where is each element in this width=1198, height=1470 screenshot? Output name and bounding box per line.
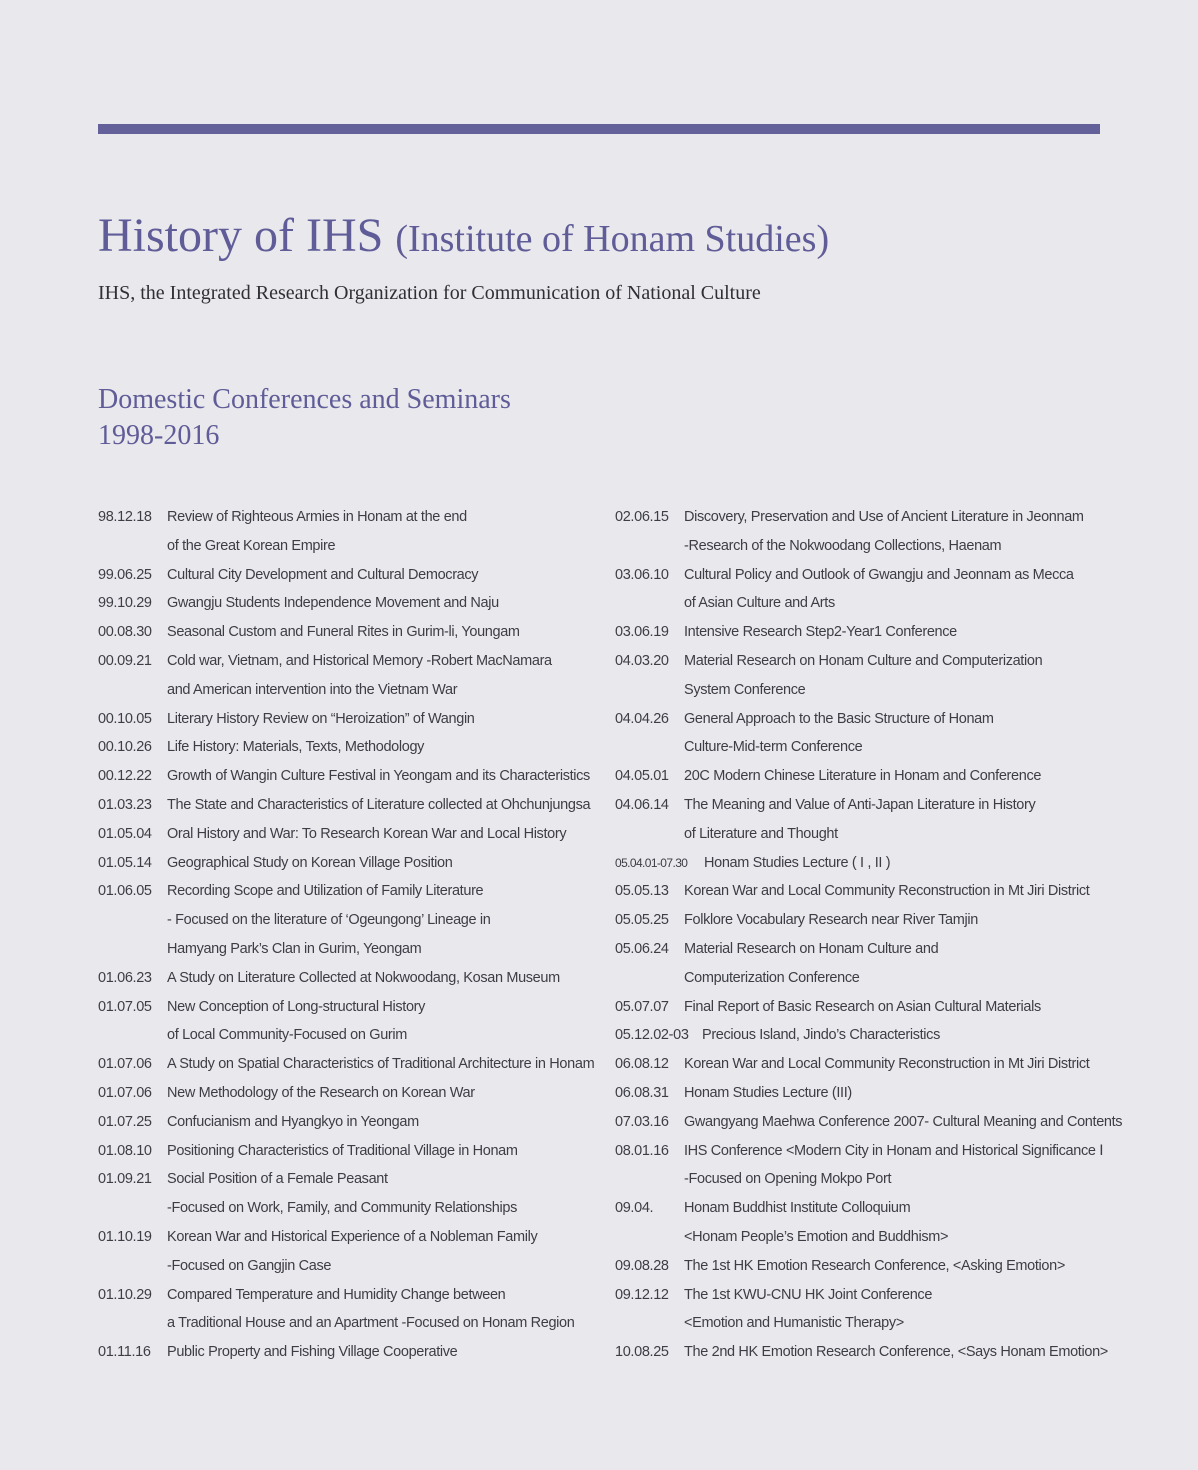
list-item (615, 906, 1115, 935)
list-item (615, 1079, 1115, 1108)
left-column-list (98, 503, 598, 1367)
entry-title (167, 733, 424, 762)
list-item (615, 935, 1115, 993)
entry-title-line: The 1st KWU-CNU HK Joint Conference (684, 1286, 933, 1303)
entry-title-line: Seasonal Custom and Funeral Rites in Gurim-li, Youngam (167, 624, 520, 641)
entry-date: 00.12.22 (98, 768, 152, 785)
list-item (98, 849, 598, 878)
entry-title-line: Cultural Policy and Outlook of Gwangju and Jeonnam as Mecca (684, 566, 1074, 583)
entry-date: 05.12.02-03 (615, 1027, 689, 1044)
entry-title (684, 503, 1084, 561)
section-title-line1: Domestic Conferences and Seminars (98, 384, 511, 415)
entry-title (167, 1165, 517, 1223)
entry-title (167, 1079, 475, 1108)
entry-date: 01.07.06 (98, 1056, 152, 1073)
entry-title-line: Recording Scope and Utilization of Family Literature (167, 883, 484, 900)
entry-title (167, 1137, 518, 1166)
entry-date: 04.06.14 (615, 796, 669, 813)
entry-title-line: Geographical Study on Korean Village Position (167, 854, 453, 871)
entry-title (167, 849, 452, 878)
entry-title (684, 1108, 1122, 1137)
entry-title-line: -Focused on Opening Mokpo Port (684, 1171, 892, 1188)
entry-title-line: Confucianism and Hyangkyo in Yeongam (167, 1113, 419, 1130)
entry-title (684, 1050, 1089, 1079)
entry-title-line: Intensive Research Step2-Year1 Conference (684, 624, 957, 641)
entry-title-line: Computerization Conference (684, 969, 860, 986)
entry-title-line: <Emotion and Humanistic Therapy> (684, 1315, 904, 1332)
list-item (615, 561, 1115, 619)
list-item (615, 877, 1115, 906)
right-column-list (615, 503, 1123, 1367)
list-item (98, 791, 598, 820)
entry-date: 01.05.04 (98, 825, 152, 842)
list-item (98, 1137, 598, 1166)
list-item (98, 561, 598, 590)
entry-title-line: Honam Buddhist Institute Colloquium (684, 1200, 911, 1217)
page-title (98, 206, 829, 269)
list-item (98, 964, 598, 993)
entry-title (684, 935, 938, 993)
entry-title (684, 1252, 1065, 1281)
entry-date: 06.08.31 (615, 1084, 669, 1101)
entry-date: 03.06.10 (615, 566, 669, 583)
entry-title-line: Compared Temperature and Humidity Change between (167, 1286, 506, 1303)
entry-date: 10.08.25 (615, 1344, 669, 1361)
entry-date: 02.06.15 (615, 509, 669, 525)
page-title-paren: (Institute of Honam Studies) (395, 218, 830, 260)
entry-title (167, 589, 499, 618)
entry-date: 00.08.30 (98, 624, 152, 641)
list-item (615, 1252, 1115, 1281)
entry-title-line: and American intervention into the Vietnam War (167, 681, 458, 698)
section-title (98, 382, 511, 454)
entry-title (684, 1281, 932, 1339)
entry-title (684, 1194, 948, 1252)
entry-title (167, 561, 478, 590)
entry-date: 01.10.19 (98, 1228, 152, 1245)
entry-title-line: -Research of the Nokwoodang Collections, Haenam (684, 537, 1002, 554)
list-item (615, 1281, 1115, 1339)
entry-date: 01.06.05 (98, 883, 152, 900)
entry-title-line: New Conception of Long-structural History (167, 998, 426, 1015)
entry-date: 98.12.18 (98, 509, 152, 525)
entry-title (167, 877, 491, 963)
entry-title-line: Precious Island, Jindo’s Characteristics (702, 1027, 940, 1044)
entry-title-line: The Meaning and Value of Anti-Japan Literature in History (684, 796, 1036, 813)
entry-title (167, 820, 566, 849)
entry-title-line: Honam Studies Lecture (III) (684, 1084, 852, 1101)
list-item (98, 1108, 598, 1137)
entry-title-line: 20C Modern Chinese Literature in Honam and Conference (684, 768, 1042, 785)
list-item (98, 589, 598, 618)
entry-title-line: Social Position of a Female Peasant (167, 1171, 388, 1188)
entry-title (684, 877, 1089, 906)
entry-title (167, 964, 560, 993)
entry-title-line: Review of Righteous Armies in Honam at the end (167, 509, 467, 525)
list-item (98, 877, 598, 963)
entry-title (167, 503, 467, 561)
entry-title-line: Hamyang Park’s Clan in Gurim, Yeongam (167, 940, 422, 957)
entry-date: 01.03.23 (98, 796, 152, 813)
entry-title-line: Discovery, Preservation and Use of Ancient Literature in Jeonnam (684, 509, 1084, 525)
entry-title (167, 1281, 574, 1339)
entry-date: 01.09.21 (98, 1171, 152, 1188)
entry-title-line: of the Great Korean Empire (167, 537, 336, 554)
entry-date: 99.10.29 (98, 595, 152, 612)
entry-title-line: Positioning Characteristics of Traditional Village in Honam (167, 1142, 518, 1159)
list-item (98, 1338, 598, 1367)
entry-date: 01.11.16 (98, 1344, 151, 1361)
list-item (98, 618, 598, 647)
entry-title-line: Korean War and Historical Experience of a Nobleman Family (167, 1228, 538, 1245)
entry-title-line: Final Report of Basic Research on Asian Cultural Materials (684, 998, 1041, 1015)
top-rule (98, 124, 1100, 134)
entry-date: 09.12.12 (615, 1286, 669, 1303)
list-item (98, 762, 598, 791)
entry-title-line: - Focused on the literature of ‘Ogeungong’ Lineage in (167, 912, 491, 929)
entry-title-line: Public Property and Fishing Village Cooperative (167, 1344, 458, 1361)
list-item (615, 849, 1115, 878)
entry-title-line: IHS Conference <Modern City in Honam and Historical Significance Ⅰ (684, 1142, 1104, 1159)
list-item (615, 1108, 1123, 1137)
entry-date: 05.07.07 (615, 998, 669, 1015)
entry-title-line: of Local Community-Focused on Gurim (167, 1027, 407, 1044)
entry-title-line: General Approach to the Basic Structure of Honam (684, 710, 994, 727)
entry-title (684, 1137, 1103, 1195)
entry-date: 04.04.26 (615, 710, 669, 727)
entry-date: 09.04. (615, 1200, 654, 1217)
entry-date: 01.06.23 (98, 969, 152, 986)
entry-title-line: Korean War and Local Community Reconstruction in Mt Jiri District (684, 1056, 1090, 1073)
list-item (98, 705, 598, 734)
entry-title (684, 993, 1041, 1022)
entry-title (684, 1338, 1108, 1367)
entry-title-line: Culture-Mid-term Conference (684, 739, 863, 756)
entry-title-line: of Literature and Thought (684, 825, 838, 842)
entry-date: 03.06.19 (615, 624, 669, 641)
list-item (98, 1079, 598, 1108)
list-item (98, 1165, 598, 1223)
entry-date: 00.10.05 (98, 710, 152, 727)
entry-date: 01.08.10 (98, 1142, 152, 1159)
entry-date: 05.06.24 (615, 940, 669, 957)
list-item (98, 733, 598, 762)
list-item (615, 1021, 1115, 1050)
entry-title-line: of Asian Culture and Arts (684, 595, 835, 612)
entry-title (167, 791, 590, 820)
entry-date: 04.05.01 (615, 768, 669, 785)
entry-date: 00.10.26 (98, 739, 152, 756)
list-item (615, 1137, 1115, 1195)
list-item (615, 1050, 1115, 1079)
entry-date: 04.03.20 (615, 652, 669, 669)
list-item (615, 647, 1115, 705)
entry-title-line: Literary History Review on “Heroization” of Wangin (167, 710, 475, 727)
entry-title-line: New Methodology of the Research on Korean War (167, 1084, 475, 1101)
entry-title-line: Oral History and War: To Research Korean War and Local History (167, 825, 567, 842)
entry-title-line: A Study on Spatial Characteristics of Traditional Architecture in Honam (167, 1056, 595, 1073)
list-item (615, 1338, 1115, 1367)
entry-title (684, 705, 994, 763)
list-item (615, 762, 1115, 791)
entry-date: 05.05.13 (615, 883, 669, 900)
entry-title (684, 647, 1042, 705)
entry-title (167, 762, 590, 791)
entry-date: 01.05.14 (98, 854, 152, 871)
entry-date: 06.08.12 (615, 1056, 669, 1073)
list-item (98, 1223, 598, 1281)
list-item (615, 705, 1115, 763)
entry-title-line: The 2nd HK Emotion Research Conference, <Says Honam Emotion> (684, 1344, 1108, 1361)
entry-title-line: Cultural City Development and Cultural Democracy (167, 566, 479, 583)
entry-title (702, 1021, 940, 1050)
entry-title-line: System Conference (684, 681, 806, 698)
entry-title (684, 762, 1041, 791)
entry-date: 09.08.28 (615, 1257, 669, 1274)
entry-title-line: Folklore Vocabulary Research near River Tamjin (684, 912, 978, 929)
page-subtitle: IHS, the Integrated Research Organization for Communication of National Culture (98, 282, 761, 304)
entry-title-line: a Traditional House and an Apartment -Focused on Honam Region (167, 1315, 575, 1332)
entry-date: 01.07.06 (98, 1084, 152, 1101)
entry-title (684, 618, 957, 647)
entry-title-line: Material Research on Honam Culture and Computerization (684, 652, 1043, 669)
entry-title-line: <Honam People’s Emotion and Buddhism> (684, 1228, 949, 1245)
entry-date: 08.01.16 (615, 1142, 669, 1159)
entry-title-line: Material Research on Honam Culture and (684, 940, 939, 957)
list-item (98, 1281, 598, 1339)
entry-title-line: The 1st HK Emotion Research Conference, <Asking Emotion> (684, 1257, 1065, 1274)
entry-title-line: Growth of Wangin Culture Festival in Yeongam and its Characteristics (167, 768, 590, 785)
entry-title-line: -Focused on Gangjin Case (167, 1257, 332, 1274)
entry-date: 05.04.01-07.30 (615, 855, 688, 870)
entry-date: 01.07.25 (98, 1113, 152, 1130)
list-item (615, 791, 1115, 849)
entry-title-line: Cold war, Vietnam, and Historical Memory -Robert MacNamara (167, 652, 552, 669)
list-item (98, 1050, 598, 1079)
entry-title-line: Gwangju Students Independence Movement and Naju (167, 595, 499, 612)
entry-date: 07.03.16 (615, 1113, 669, 1130)
section-title-line2: 1998-2016 (98, 420, 220, 451)
entry-title (167, 1223, 537, 1281)
entry-date: 99.06.25 (98, 566, 152, 583)
entry-title-line: Honam Studies Lecture ( I , II ) (704, 854, 891, 871)
list-item (615, 993, 1115, 1022)
entry-title-line: Korean War and Local Community Reconstruction in Mt Jiri District (684, 883, 1090, 900)
list-item (98, 647, 598, 705)
list-item (98, 503, 598, 561)
entry-title (167, 647, 552, 705)
entry-title-line: Life History: Materials, Texts, Methodology (167, 739, 425, 756)
entry-title (684, 1079, 852, 1108)
entry-title (167, 618, 520, 647)
list-item (615, 503, 1115, 561)
entry-title (684, 791, 1035, 849)
entry-title-line: -Focused on Work, Family, and Community Relationships (167, 1200, 517, 1217)
entry-title (167, 705, 475, 734)
entry-date: 01.10.29 (98, 1286, 152, 1303)
list-item (98, 993, 598, 1051)
entry-title (167, 1108, 419, 1137)
entry-date: 01.07.05 (98, 998, 152, 1015)
entry-title-line: Gwangyang Maehwa Conference 2007- Cultural Meaning and Contents (684, 1113, 1123, 1130)
list-item (98, 820, 598, 849)
entry-title (684, 906, 978, 935)
entry-title-line: A Study on Literature Collected at Nokwoodang, Kosan Museum (167, 969, 560, 986)
entry-date: 00.09.21 (98, 652, 152, 669)
entry-title (167, 1338, 457, 1367)
entry-date: 05.05.25 (615, 912, 669, 929)
entry-title (167, 1050, 594, 1079)
list-item (615, 1194, 1115, 1252)
entry-title (167, 993, 425, 1051)
list-item (615, 618, 1115, 647)
page-title-main: History of IHS (98, 209, 384, 262)
entry-title (684, 561, 1074, 619)
entry-title (704, 849, 890, 878)
entry-title-line: The State and Characteristics of Literature collected at Ohchunjungsa (167, 796, 591, 813)
